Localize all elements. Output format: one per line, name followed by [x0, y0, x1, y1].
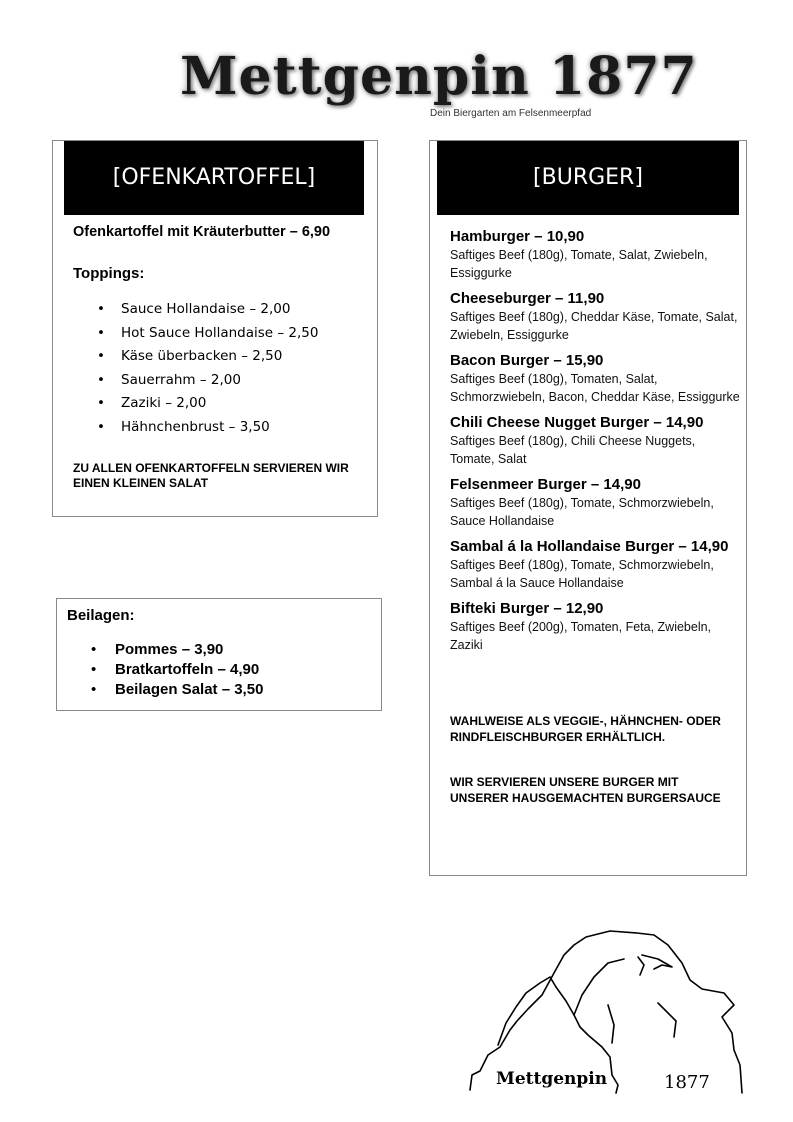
ofenkartoffel-heading: [OFENKARTOFFEL] [64, 141, 364, 215]
burger-note-options: WAHLWEISE ALS VEGGIE-, HÄHNCHEN- ODER RINDFLEISCHBURGER ERHÄLTLICH. [450, 714, 721, 744]
burger-name: Hamburger – 10,90 [450, 228, 585, 245]
beilage-item: • Pommes – 3,90 [91, 641, 224, 658]
footer-logo-name: Mettgenpin [496, 1069, 608, 1089]
topping-item: • Hot Sauce Hollandaise – 2,50 [73, 322, 318, 346]
ofenkartoffel-main-item: Ofenkartoffel mit Kräuterbutter – 6,90 [73, 224, 331, 240]
burger-section [429, 140, 747, 876]
burger-name: Bacon Burger – 15,90 [450, 352, 604, 369]
burger-item [450, 290, 740, 344]
beilage-item: • Beilagen Salat – 3,50 [91, 681, 264, 698]
burger-description: Saftiges Beef (180g), Tomate, Schmorzwiebeln, Sauce Hollandaise [450, 496, 714, 528]
burger-description: Saftiges Beef (180g), Tomate, Schmorzwiebeln, Sambal á la Sauce Hollandaise [450, 558, 714, 590]
bullet-icon: • [91, 661, 97, 678]
bullet-icon: • [91, 681, 97, 698]
toppings-title: Toppings: [73, 265, 145, 282]
bullet-icon: • [97, 371, 105, 388]
ofenkartoffel-section [52, 140, 378, 517]
beilagen-title: Beilagen: [67, 607, 135, 624]
logo-tagline: Dein Biergarten am Felsenmeerpfad [430, 108, 592, 119]
burger-item [450, 414, 740, 468]
topping-item: • Sauce Hollandaise – 2,00 [73, 298, 318, 322]
burger-name: Cheeseburger – 11,90 [450, 290, 605, 307]
topping-item: • Hähnchenbrust – 3,50 [73, 416, 318, 440]
topping-item: • Sauerrahm – 2,00 [73, 369, 318, 393]
burger-item [450, 600, 740, 654]
burger-description: Saftiges Beef (200g), Tomaten, Feta, Zwiebeln, Zaziki [450, 620, 712, 652]
bullet-icon: • [97, 348, 105, 364]
toppings-list [73, 298, 318, 439]
burger-heading: [BURGER] [437, 141, 739, 215]
bullet-icon: • [97, 418, 105, 435]
burger-item [450, 228, 740, 282]
burger-name: Bifteki Burger – 12,90 [450, 600, 604, 617]
burger-item [450, 538, 740, 592]
burger-item [450, 352, 740, 406]
beilagen-list [67, 640, 263, 700]
topping-item: • Käse überbacken – 2,50 [73, 345, 318, 369]
burger-name: Felsenmeer Burger – 14,90 [450, 476, 641, 493]
bullet-icon: • [91, 641, 97, 658]
burger-description: Saftiges Beef (180g), Chili Cheese Nuggets, Tomate, Salat [450, 434, 696, 466]
bullet-icon: • [97, 395, 105, 411]
bullet-icon: • [97, 324, 105, 341]
burger-list [450, 228, 740, 662]
burger-description: Saftiges Beef (180g), Tomate, Salat, Zwiebeln, Essiggurke [450, 248, 708, 280]
footer-logo-year: 1877 [664, 1072, 710, 1093]
burger-note-sauce: WIR SERVIEREN UNSERE BURGER MIT UNSERER HAUSGEMACHTEN BURGERSAUCE [450, 775, 721, 805]
header-logo [0, 40, 793, 130]
topping-item: • Zaziki – 2,00 [73, 392, 318, 416]
ofenkartoffel-note: ZU ALLEN OFENKARTOFFELN SERVIEREN WIR EINEN KLEINEN SALAT [73, 461, 349, 490]
burger-name: Chili Cheese Nugget Burger – 14,90 [450, 414, 704, 431]
burger-description: Saftiges Beef (180g), Cheddar Käse, Tomate, Salat, Zwiebeln, Essiggurke [450, 310, 738, 342]
bullet-icon: • [97, 301, 105, 317]
burger-item [450, 476, 740, 530]
burger-name: Sambal á la Hollandaise Burger – 14,90 [450, 538, 729, 555]
beilage-item: • Bratkartoffeln – 4,90 [91, 661, 260, 678]
burger-description: Saftiges Beef (180g), Tomaten, Salat, Schmorzwiebeln, Bacon, Cheddar Käse, Essiggurke [450, 372, 740, 404]
beilagen-section [56, 598, 382, 711]
logo-title: Mettgenpin 1877 [180, 46, 698, 107]
